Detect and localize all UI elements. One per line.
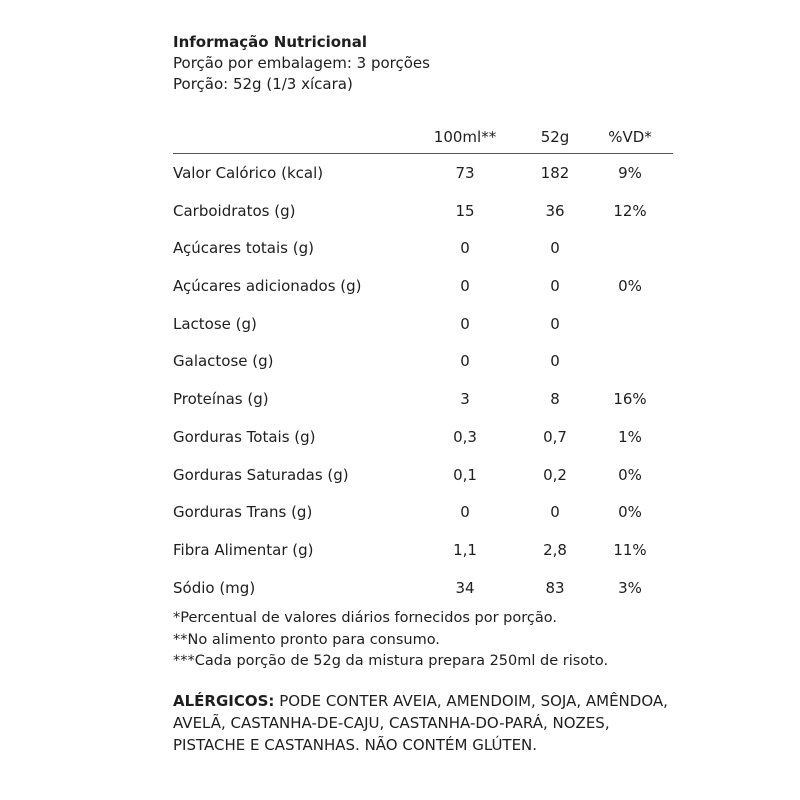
value-per-52g: 0,7	[543, 427, 567, 446]
value-per-52g: 0	[550, 314, 560, 333]
row-label: Sódio (mg)	[173, 578, 256, 597]
column-header-100ml: 100ml**	[433, 128, 497, 146]
value-vd: 3%	[618, 578, 642, 597]
table-row	[173, 269, 673, 307]
value-per-100ml: 0	[460, 239, 470, 258]
value-per-52g: 83	[545, 578, 565, 597]
value-vd: 0%	[618, 465, 642, 484]
nutrition-facts-panel	[173, 32, 673, 756]
value-per-52g: 0	[550, 503, 560, 522]
value-per-100ml: 3	[460, 390, 470, 409]
table-row	[173, 458, 673, 496]
row-label: Gorduras Trans (g)	[173, 503, 313, 522]
value-per-52g: 36	[545, 201, 565, 220]
table-row	[173, 156, 673, 194]
table-row	[173, 344, 673, 382]
table-row	[173, 382, 673, 420]
servings-per-package: Porção por embalagem: 3 porções	[173, 54, 430, 72]
row-label: Gorduras Saturadas (g)	[173, 465, 349, 484]
table-row	[173, 571, 673, 609]
allergen-label: ALÉRGICOS:	[173, 691, 275, 710]
value-per-100ml: 0	[460, 314, 470, 333]
table-row	[173, 307, 673, 345]
footnote-preparation: ***Cada porção de 52g da mistura prepara 250ml de risoto.	[173, 653, 609, 670]
serving-size: Porção: 52g (1/3 xícara)	[173, 75, 353, 93]
value-per-100ml: 34	[455, 578, 475, 597]
table-row	[173, 231, 673, 269]
row-label: Açúcares adicionados (g)	[173, 277, 362, 296]
value-per-52g: 0,2	[543, 465, 567, 484]
value-vd: 16%	[613, 390, 647, 409]
value-per-52g: 8	[550, 390, 560, 409]
value-per-52g: 2,8	[543, 540, 567, 559]
value-per-52g: 0	[550, 239, 560, 258]
row-label: Fibra Alimentar (g)	[173, 540, 314, 559]
row-label: Galactose (g)	[173, 352, 274, 371]
allergen-statement	[173, 690, 673, 756]
nutrition-table-body	[173, 156, 673, 608]
value-per-100ml: 15	[455, 201, 475, 220]
value-vd: 9%	[618, 164, 642, 182]
value-per-100ml: 73	[455, 164, 475, 182]
value-vd: 11%	[613, 540, 647, 559]
row-label: Lactose (g)	[173, 314, 257, 333]
table-row	[173, 420, 673, 458]
column-header-52g: 52g	[540, 128, 570, 146]
row-label: Gorduras Totais (g)	[173, 427, 316, 446]
row-label: Carboidratos (g)	[173, 201, 296, 220]
row-label: Proteínas (g)	[173, 390, 269, 409]
value-per-52g: 0	[550, 277, 560, 296]
value-vd: 1%	[618, 427, 642, 446]
column-header-vd: %VD*	[608, 128, 652, 146]
value-per-100ml: 0,3	[453, 427, 477, 446]
table-row	[173, 495, 673, 533]
row-label: Açúcares totais (g)	[173, 239, 314, 258]
value-vd: 0%	[618, 277, 642, 296]
value-vd: 12%	[613, 201, 647, 220]
value-per-100ml: 0	[460, 503, 470, 522]
footnote-vd: *Percentual de valores diários fornecidos por porção.	[173, 610, 557, 627]
value-per-100ml: 1,1	[453, 540, 477, 559]
nutrition-title: Informação Nutricional	[173, 33, 368, 51]
value-per-100ml: 0	[460, 277, 470, 296]
value-per-52g: 182	[540, 164, 570, 182]
footnote-ready-to-eat: **No alimento pronto para consumo.	[173, 631, 440, 648]
value-per-100ml: 0,1	[453, 465, 477, 484]
table-row	[173, 533, 673, 571]
footnotes	[173, 608, 673, 673]
value-vd: 0%	[618, 503, 642, 522]
allergen-text: PODE CONTER AVEIA, AMENDOIM, SOJA, AMÊNDOA, AVELÃ, CASTANHA-DE-CAJU, CASTANHA-DO-PARÁ, NOZES, PISTACHE E CASTANHAS. NÃO CONTÉM GLÚTEN.	[173, 691, 668, 754]
table-header	[173, 125, 673, 154]
value-per-52g: 0	[550, 352, 560, 371]
row-label: Valor Calórico (kcal)	[173, 164, 324, 182]
value-per-100ml: 0	[460, 352, 470, 371]
table-row	[173, 194, 673, 232]
